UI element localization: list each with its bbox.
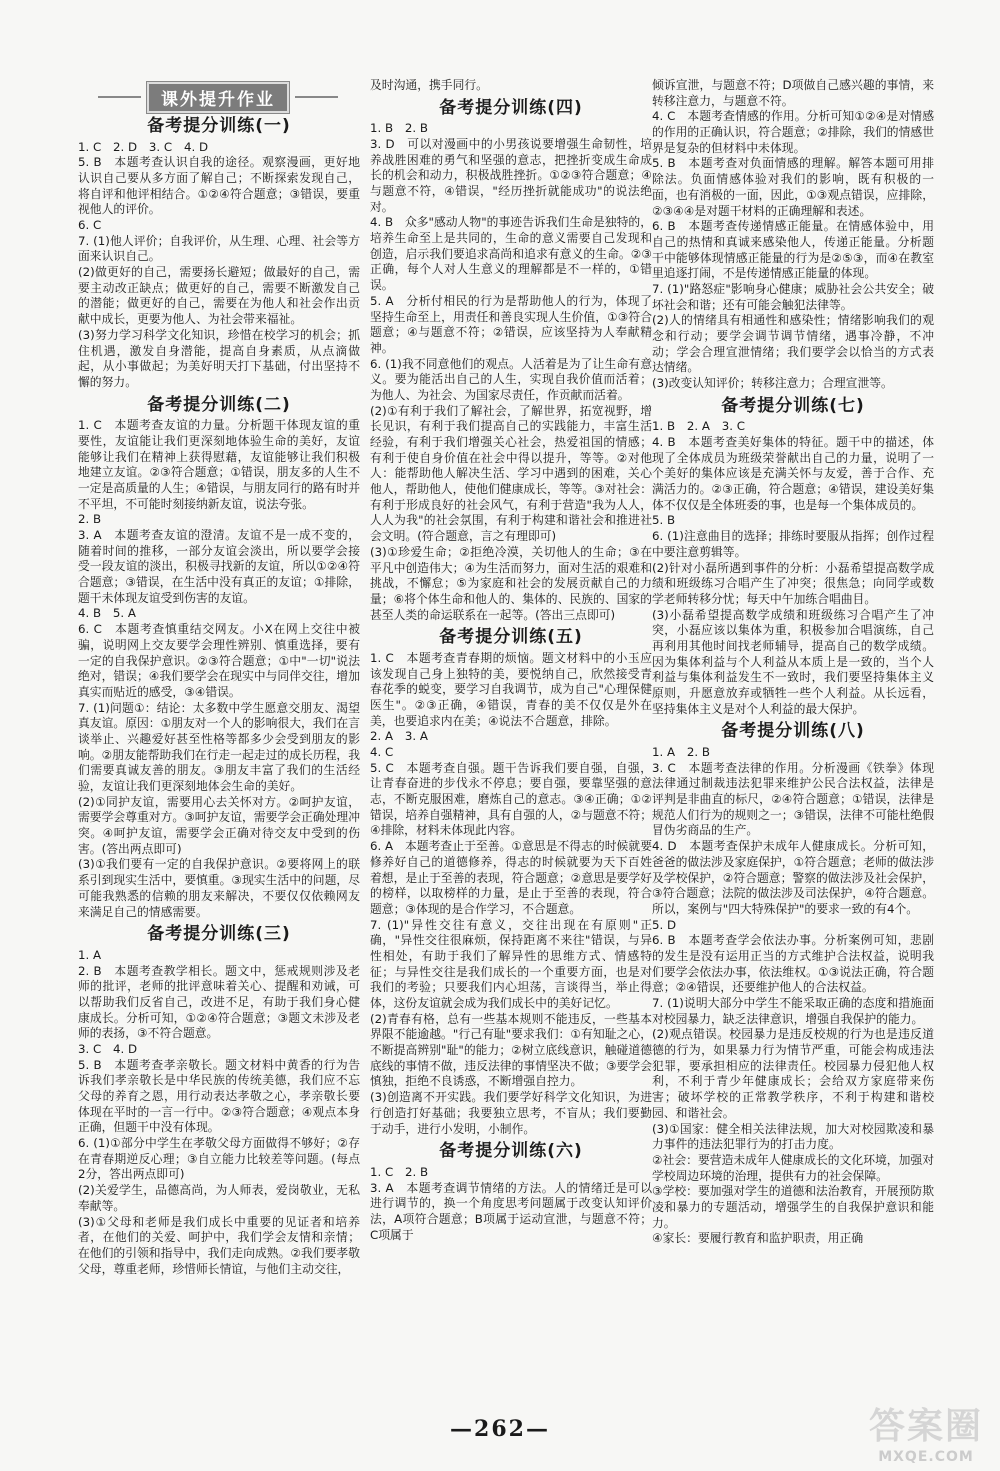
section-title: 备考提分训练(二) (147, 394, 291, 415)
answer-item: ②社会：要营造未成年人健康成长的文化环境，加强对学校周边环境的治理，提供有力的社会保障。 (652, 1152, 934, 1183)
answer-item: 7. (1)"异性交往有意义，交往出现在有原则"正确，"异性交往很麻烦，保持距离不来往"错误，与异性相处，有助于我们了解异性的思维方式、情感特征；与异性交往是我们成长的一个重要方面，也是对我们的考验；只要我们内心坦荡，言谈得当，举止得体，这份友谊就会成为我们成长中的美好记忆。 (370, 917, 652, 1011)
section-title: 备考提分训练(五) (439, 627, 583, 648)
answer-item: (3)①国家：健全相关法律法规，加大对校园欺凌和暴力事件的违法犯罪行为的打击力度。 (652, 1121, 934, 1152)
answer-item: 1. C 2. B (370, 1164, 429, 1179)
answer-item: (3)努力学习科学文化知识，珍惜在校学习的机会；抓住机遇，激发自身潜能，提高自身素质，从点滴做起，从小事做起；为美好明天打下基础，付出坚持不懈的努力。 (78, 327, 360, 389)
answer-item: (3)①我们要有一定的自我保护意识。②要将网上的联系引到现实生活中，要慎重。③现实生活中的问题，尽可能我熟悉的信赖的朋友来解决，不要仅仅依赖网友来满足自己的情感需要。 (78, 857, 360, 919)
answer-column-1 (78, 112, 360, 1412)
answer-item: 2. B (78, 512, 102, 527)
answer-item: ④家长：要履行教育和监护职责，用正确 (652, 1231, 864, 1246)
answer-item: 5. B 本题考查对负面情感的理解。解答本题可用排除法。负面情感体验对我们的影响，既有积极的一面，也有消极的一面，因此，①③观点错误，应排除，②③④④是对题干材料的正确理解和表述。 (652, 156, 934, 218)
section-banner (98, 84, 338, 110)
answer-item: (3)创造离不开实践。我们要学好科学文化知识，为进行创造打好基础；我要独立思考，不盲从；我们要勤于动手，进行小发明，小制作。 (370, 1090, 652, 1136)
answer-item: 3. D 可以对漫画中的小男孩说要增强生命韧性，培养战胜困难的勇气和坚强的意志，把挫折变成生命成长的机会和动力，积极战胜挫折。①②③符合题意；④与题意不符，④错误，"经历挫折就能成功"的说法绝对。 (370, 136, 652, 214)
section-title: 备考提分训练(三) (147, 924, 291, 945)
site-watermark (862, 1398, 990, 1464)
answer-item: (3)①父母和老师是我们成长中重要的见证者和培养者，在他们的关爱、呵护中，我们学会友情和亲情；在他们的引领和指导中，我们走向成熟。②我们要孝敬父母，尊重老师，珍惜师长情谊，与他们主动交往， (78, 1214, 360, 1276)
answer-item: 6. C (78, 218, 102, 233)
page-number: —262— (450, 1416, 550, 1442)
answer-item: 6. C 本题考查慎重结交网友。小X在网上交往中被骗，说明网上交友要学会理性辨别、慎重选择，要有一定的自我保护意识。②③符合题意；①中"一切"说法绝对，错误；④我们要学会在现实中与同伴交往，增加真实而贴近的感受，③④错误。 (78, 622, 360, 699)
answer-item: (2)①有利于我们了解社会，了解世界，拓宽视野，增长见识，有利于我们提高自己的实践能力，丰富生活经验，有利于我们增强关心社会，热爱祖国的情感；有利于使自身价值在社会中得以提升，等等。②对他人：能帮助他人解决生活、学习中遇到的困难，关心他人，帮助他人，使他们健康成长，等等。③对社会：有利于形成良好的社会风气，有利于营造"我为人人，人人为我"的社会氛围，有利于构建和谐社会和推进社会文明。(符合题意，言之有理即可) (370, 403, 652, 544)
section-title: 备考提分训练(一) (147, 116, 291, 136)
answer-item: (3)①珍爱生命；②拒绝冷漠，关切他人的生命；③在平凡中创造伟大；④为生活而努力，面对生活的艰难和挑战，不懈怠；⑤为家庭和社会的发展贡献自己的力量；⑥将个体生命和他人的、集体的、民族的、国家的甚至人类的命运联系在一起等。(答出三点即可) (370, 544, 652, 622)
answer-item: 倾诉宣泄，与题意不符；D项做自己感兴趣的事情，来转移注意力，与题意不符。 (652, 78, 934, 108)
answer-item: 及时沟通，携手同行。 (370, 78, 488, 92)
answer-item: (2)①同护友谊，需要用心去关怀对方。②呵护友谊，需要学会尊重对方。③呵护友谊，需要学会正确处理冲突。④呵护友谊，需要学会正确对待交友中受到的伤害。(答出两点即可) (78, 794, 360, 856)
answer-item: 5. B 本题考查孝亲敬长。题文材料中黄香的行为告诉我们孝亲敬长是中华民族的传统美德，我们应不忘父母的养育之恩，用行动表达孝敬之心，孝亲敬长要体现在平时的一言一行中。②③符合题意；④观点本身正确，但题干中没有体现。 (78, 1057, 360, 1135)
answer-item: 6. (1)我不同意他们的观点。人活着是为了让生命有意义。要为能活出自己的人生，实现自我价值而活着；为他人、为社会、为国家尽责任，作贡献而活着。 (370, 356, 652, 402)
answer-item: 1. B 2. A 3. C (652, 419, 746, 434)
answer-item: 5. C 本题考查自强。题干告诉我们要自强，自强，让青春奋进的步伐永不停息；要自强，要靠坚强的意志，不断克服困难，磨炼自己的意志。③④正确；①②错误，培养自强精神，具有自强的人，②与题意不符；④排除，材料未体现此内容。 (370, 760, 652, 838)
watermark-site: MXQE.COM (878, 1449, 974, 1465)
answer-item: 1. C 本题考查友谊的力量。分析题干体现友谊的重要性，友谊能让我们更深刻地体验生命的美好，友谊能够让我们在精神上获得慰藉，友谊能够让我们积极地建立友谊。②③符合题意；①错误，朋友多的人生不一定是高质量的人生；④错误，与朋友同行的路有时并不平坦，不可能时刻接纳新友谊，说法夸张。 (78, 418, 360, 511)
answer-item: 7. (1)他人评价；自我评价，从生理、心理、社会等方面来认识自己。 (78, 233, 360, 264)
answer-item: 1. C 本题考查青春期的烦恼。题文材料中的小玉应该发现自己身上独特的美，要悦纳自己，欣然接受青春花季的蜕变，要学习自我调节，成为自己"心理保健医生"。②③正确，④错误，青春的美不仅仅是外在美，也要追求内在美；④说法不合题意，排除。 (370, 650, 652, 728)
answer-item: (2)青春有格，总有一些基本规则不能违反，一些基本界限不能逾越。"行己有耻"要求我们：①有知耻之心，不断提高辨别"耻"的能力；②树立底线意识，触碰道德底线的事情不做，违反法律的事情坚决不做；③要学会慎独，拒绝不良诱惑，不断增强自控力。 (370, 1011, 652, 1089)
answer-item: 1. A 2. B (652, 745, 710, 760)
answer-item: 3. A 本题考查友谊的澄清。友谊不是一成不变的，随着时间的推移，一部分友谊会淡出，所以要学会接受一段友谊的淡出，积极寻找新的友谊，所以①②④符合题意；③错误，在生活中没有真正的友谊；①排除，题干未体现友谊受到伤害的友谊。 (78, 528, 360, 605)
section-title: 备考提分训练(八) (721, 721, 865, 742)
answer-item: 1. B 2. B (370, 121, 428, 136)
answer-item: 3. A 本题考查调节情绪的方法。人的情绪迁是可以进行调节的，换一个角度思考问题属于改变认知评价法，A项符合题意；B项属于运动宣泄，与题意不符；C项属于 (370, 1180, 652, 1242)
answer-item: 4. D 本题考查保护未成年人健康成长。分析可知，爸爸的做法涉及家庭保护，①符合题意；老师的做法涉及学校保护，②符合题意；警察的做法涉及社会保护，③符合题意；法院的做法涉及司法保护，④符合题意。所以，案例与"四大特殊保护"的要求一致的有4个。 (652, 839, 934, 916)
answer-item: 4. B 本题考查美好集体的特征。题干中的描述，体现了全体成员为班级荣誉献出自己的力量，说明了一个美好的集体应该是充满关怀与友爱，善于合作、充满活力的。②③正确，符合题意；④错误，建设美好集体不仅仅是全体班委的事，也是每一个集体成员的。 (652, 435, 934, 512)
answer-item: 6. (1)①部分中学生在孝敬父母方面做得不够好；②存在青春期逆反心理；③自立能力比较差等问题。(每点2分，答出两点即可) (78, 1136, 360, 1182)
answer-item: 5. B (652, 513, 676, 528)
answer-item: (2)针对小磊所遇到事件的分析：小磊希望提高数学成绩和班级练习合唱产生了冲突；很焦急；向同学或数学老师转移分忧；每天中午加练合唱曲目。 (652, 560, 934, 606)
answer-item: (2)做更好的自己，需要扬长避短；做最好的自己，需要主动改正缺点；做更好的自己，需要不断激发自己的潜能；做更好的自己，需要在为他人和社会作出贡献中成长，更要为他人、为社会带来福祉。 (78, 265, 360, 327)
answer-item: 2. A 3. A (370, 729, 428, 744)
section-title: 备考提分训练(七) (721, 395, 865, 416)
answer-item: 1. A (78, 947, 102, 962)
banner-right-rule (295, 96, 338, 98)
answer-item: 7. (1)"路怒症"影响身心健康；威胁社会公共安全；破坏社会和谐；还有可能会触犯法律等。 (652, 281, 934, 312)
watermark-logo: 答案圈 (868, 1405, 983, 1447)
answer-item: 5. A 分析付相民的行为是帮助他人的行为，体现了坚持生命至上，用责任和善良实现人生价值，①③符合题意；④与题意不符；②错误，应该坚持为人奉献精神。 (370, 293, 652, 355)
answer-item: (3)改变认知评价；转移注意力；合理宣泄等。 (652, 376, 893, 391)
answer-item: 3. C 本题考查法律的作用。分析漫画《铁拳》体现法律通过制裁违法犯罪来维护公民合法权益，法律是评判是非曲直的标尺，②④符合题意；①错误，法律是规范人们行为的规则之一；③错误，法律不可能杜绝假冒伪劣商品的生产。 (652, 760, 934, 838)
answer-item: (2)人的情绪具有相通性和感染性；情绪影响我们的观念和行动；要学会调节调节情绪，遇事冷静，不冲动；学会合理宣泄情绪；我们要学会以恰当的方式表达情绪。 (652, 313, 934, 375)
answer-item: 7. (1)说明大部分中学生不能采取正确的态度和措施面对校园暴力，缺乏法律意识，增强自我保护的能力。 (652, 996, 934, 1026)
answer-item: 1. C 2. D 3. C 4. D (78, 139, 209, 154)
answer-item: 6. B 本题考查学会依法办事。分析案例可知，悲剧的发生是没有运用正当的方式维护合法权益，说明我们要学会依法办事，依法维权。①③说法正确，符合题意；②④错误，还要维护他人的合法权益。 (652, 933, 934, 995)
answer-item: 7. (1)问题①：结论：太多数中学生愿意交朋友、渴望真友谊。原因：①朋友对一个人的影响很大，我们在言谈举止、兴趣爱好甚至性格等都多少会受到朋友的影响。②朋友能帮助我们在行走一起走过的成长历程，我们需要真诚友善的朋友。③朋友丰富了我们的生活经验，友谊让我们更深刻地体会生命的美好。 (78, 700, 360, 794)
banner-left-rule (98, 96, 141, 98)
answer-item: ③学校：要加强对学生的道德和法治教育，开展预防欺凌和暴力的专题活动，增强学生的自我保护意识和能力。 (652, 1184, 934, 1230)
answer-item: 4. C (370, 745, 394, 760)
answer-item: 6. B 本题考查传递情感正能量。在情感体验中，用自己的热情和真诚来感染他人，传递正能量。分析题干中能够体现情感正能量的行为是②⑤③，而④在教室里追逐打闹，不是传递情感正能量的体现。 (652, 219, 934, 281)
answer-item: 5. B 本题考查认识自我的途径。观察漫画，更好地认识自己要从多方面了解自己；不断探索发现自己，将自评和他评相结合。①②④符合题意；③错误，要重视他人的评价。 (78, 155, 360, 217)
section-title: 备考提分训练(四) (439, 97, 583, 118)
answer-column-3 (652, 78, 934, 1378)
answer-item: 6. (1)注意曲目的选择；排练时要服从指挥；创作过程中要注意剪辑等。 (652, 529, 934, 559)
answer-item: (2)关爱学生，品德高尚，为人师表，爱岗敬业，无私奉献等。 (78, 1183, 360, 1213)
answer-item: 2. B 本题考查教学相长。题文中，惩戒规则涉及老师的批评，老师的批评意味着关心、提醒和劝诫，可以帮助我们反省自己，改进不足，有助于我们身心健康成长。分析可知，①②④符合题意；③题文未涉及老师的表扬，③不符合题意。 (78, 963, 360, 1041)
answer-column-2 (370, 78, 652, 1378)
answer-item: (2)观点错误。校园暴力是违反校规的行为也是违反道德的行为，如果暴力行为情节严重，可能会构成违法犯罪，要承担相应的法律责任。校园暴力侵犯他人权利，不利于青少年健康成长；会给双方家庭带来伤害；破坏学校的正常教学秩序，不利于构建和谐校园、和谐社会。 (652, 1027, 934, 1120)
answer-item: 4. B 5. A (78, 606, 136, 621)
answer-item: (3)小磊希望提高数学成绩和班级练习合唱产生了冲突，小磊应该以集体为重，积极参加合唱演练，自己再利用其他时间找老师辅导，提高自己的数学成绩。因为集体利益与个人利益从本质上是一致的，当个人利益与集体利益发生不一致时，我们要坚持集体主义原则，升愿意放弃或牺牲一些个人利益。从长远看，坚持集体主义是对个人利益的最大保护。 (652, 607, 934, 716)
answer-item: 3. C 4. D (78, 1041, 138, 1056)
answer-item: 4. C 本题考查情感的作用。分析可知①②④是对情感的作用的正确认识，符合题意；②排除，我们的情感世界是复杂的但材料中未体现。 (652, 109, 934, 155)
section-title: 备考提分训练(六) (439, 1141, 583, 1162)
answer-item: 6. A 本题考查止于至善。①意思是不得志的时候就要修养好自己的道德修养，得志的时候就要为天下百姓着想，是止于至善的表现，符合题意；②意思是要学好的榜样，以取榜样的力量，是止于至善的表现，符合题意；③体现的是合作学习，不合题意。 (370, 839, 652, 916)
answer-item: 5. D (652, 917, 677, 932)
banner-title: 课外提升作业 (147, 82, 289, 113)
answer-item: 4. B 众多"感动人物"的事迹告诉我们生命是独特的，培养生命至上是共同的，生命的意义需要自己发现和创造，启示我们要追求高尚和追求有意义的生命。②③正确，每个人对人生意义的理解都是不一样的，①错误。 (370, 215, 652, 293)
